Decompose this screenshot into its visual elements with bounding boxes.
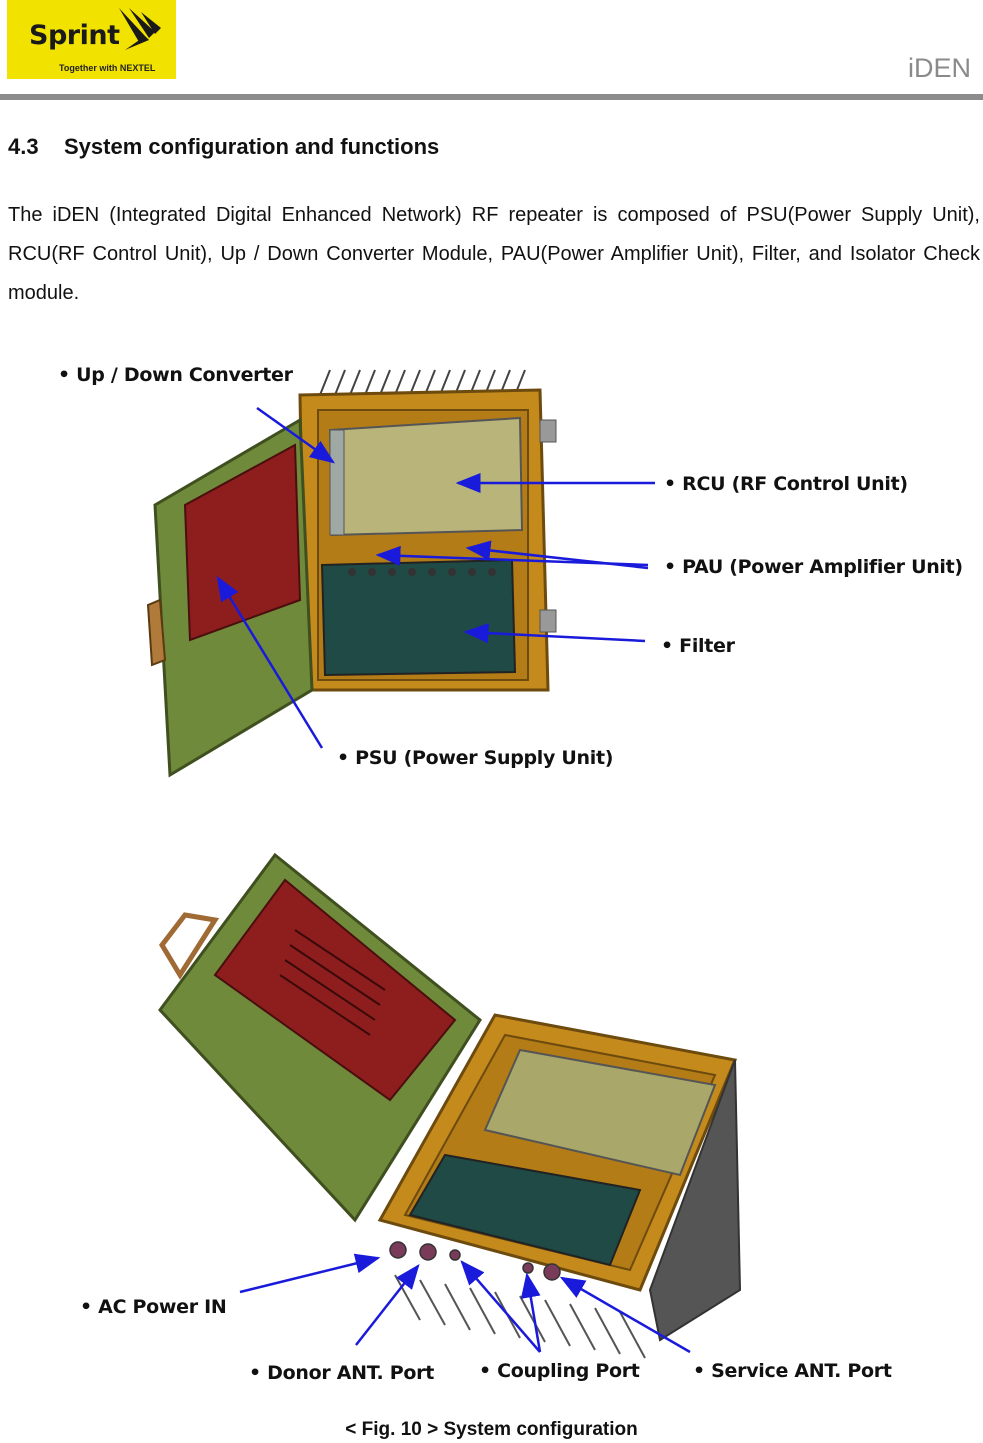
label-psu: • PSU (Power Supply Unit) <box>337 747 614 769</box>
label-ac-power-in: • AC Power IN <box>80 1296 227 1318</box>
brand-label: iDEN <box>907 53 971 83</box>
bottom-heatsink <box>395 1275 645 1358</box>
figure-caption: < Fig. 10 > System configuration <box>345 1419 638 1440</box>
sprint-wing-icon <box>115 6 165 56</box>
label-up-down-converter: • Up / Down Converter <box>58 364 293 386</box>
body-paragraph: The iDEN (Integrated Digital Enhanced Network) RF repeater is composed of PSU(Power Supply Unit), RCU(RF Control Unit), Up / Down Converter Module, PAU(Power Amplifier Unit), Filter, and Isolator Check module. <box>8 204 980 304</box>
label-coupling-port: • Coupling Port <box>479 1360 640 1382</box>
section-number: 4.3 <box>8 134 39 159</box>
system-figure <box>0 350 983 1400</box>
logo-text: Sprint <box>29 20 120 51</box>
label-service-ant-port: • Service ANT. Port <box>693 1360 892 1382</box>
label-filter: • Filter <box>661 635 735 657</box>
section-title: System configuration and functions <box>64 134 440 159</box>
label-pau: • PAU (Power Amplifier Unit) <box>664 556 963 578</box>
top-pau-module <box>322 560 515 675</box>
label-rcu: • RCU (RF Control Unit) <box>664 473 908 495</box>
top-rcu-module <box>330 418 522 535</box>
header-rule <box>0 94 983 100</box>
sprint-logo <box>7 0 176 79</box>
logo-tagline: Together with NEXTEL <box>59 63 156 73</box>
label-donor-ant-port: • Donor ANT. Port <box>249 1362 434 1384</box>
repeater-illustration <box>0 350 983 1400</box>
